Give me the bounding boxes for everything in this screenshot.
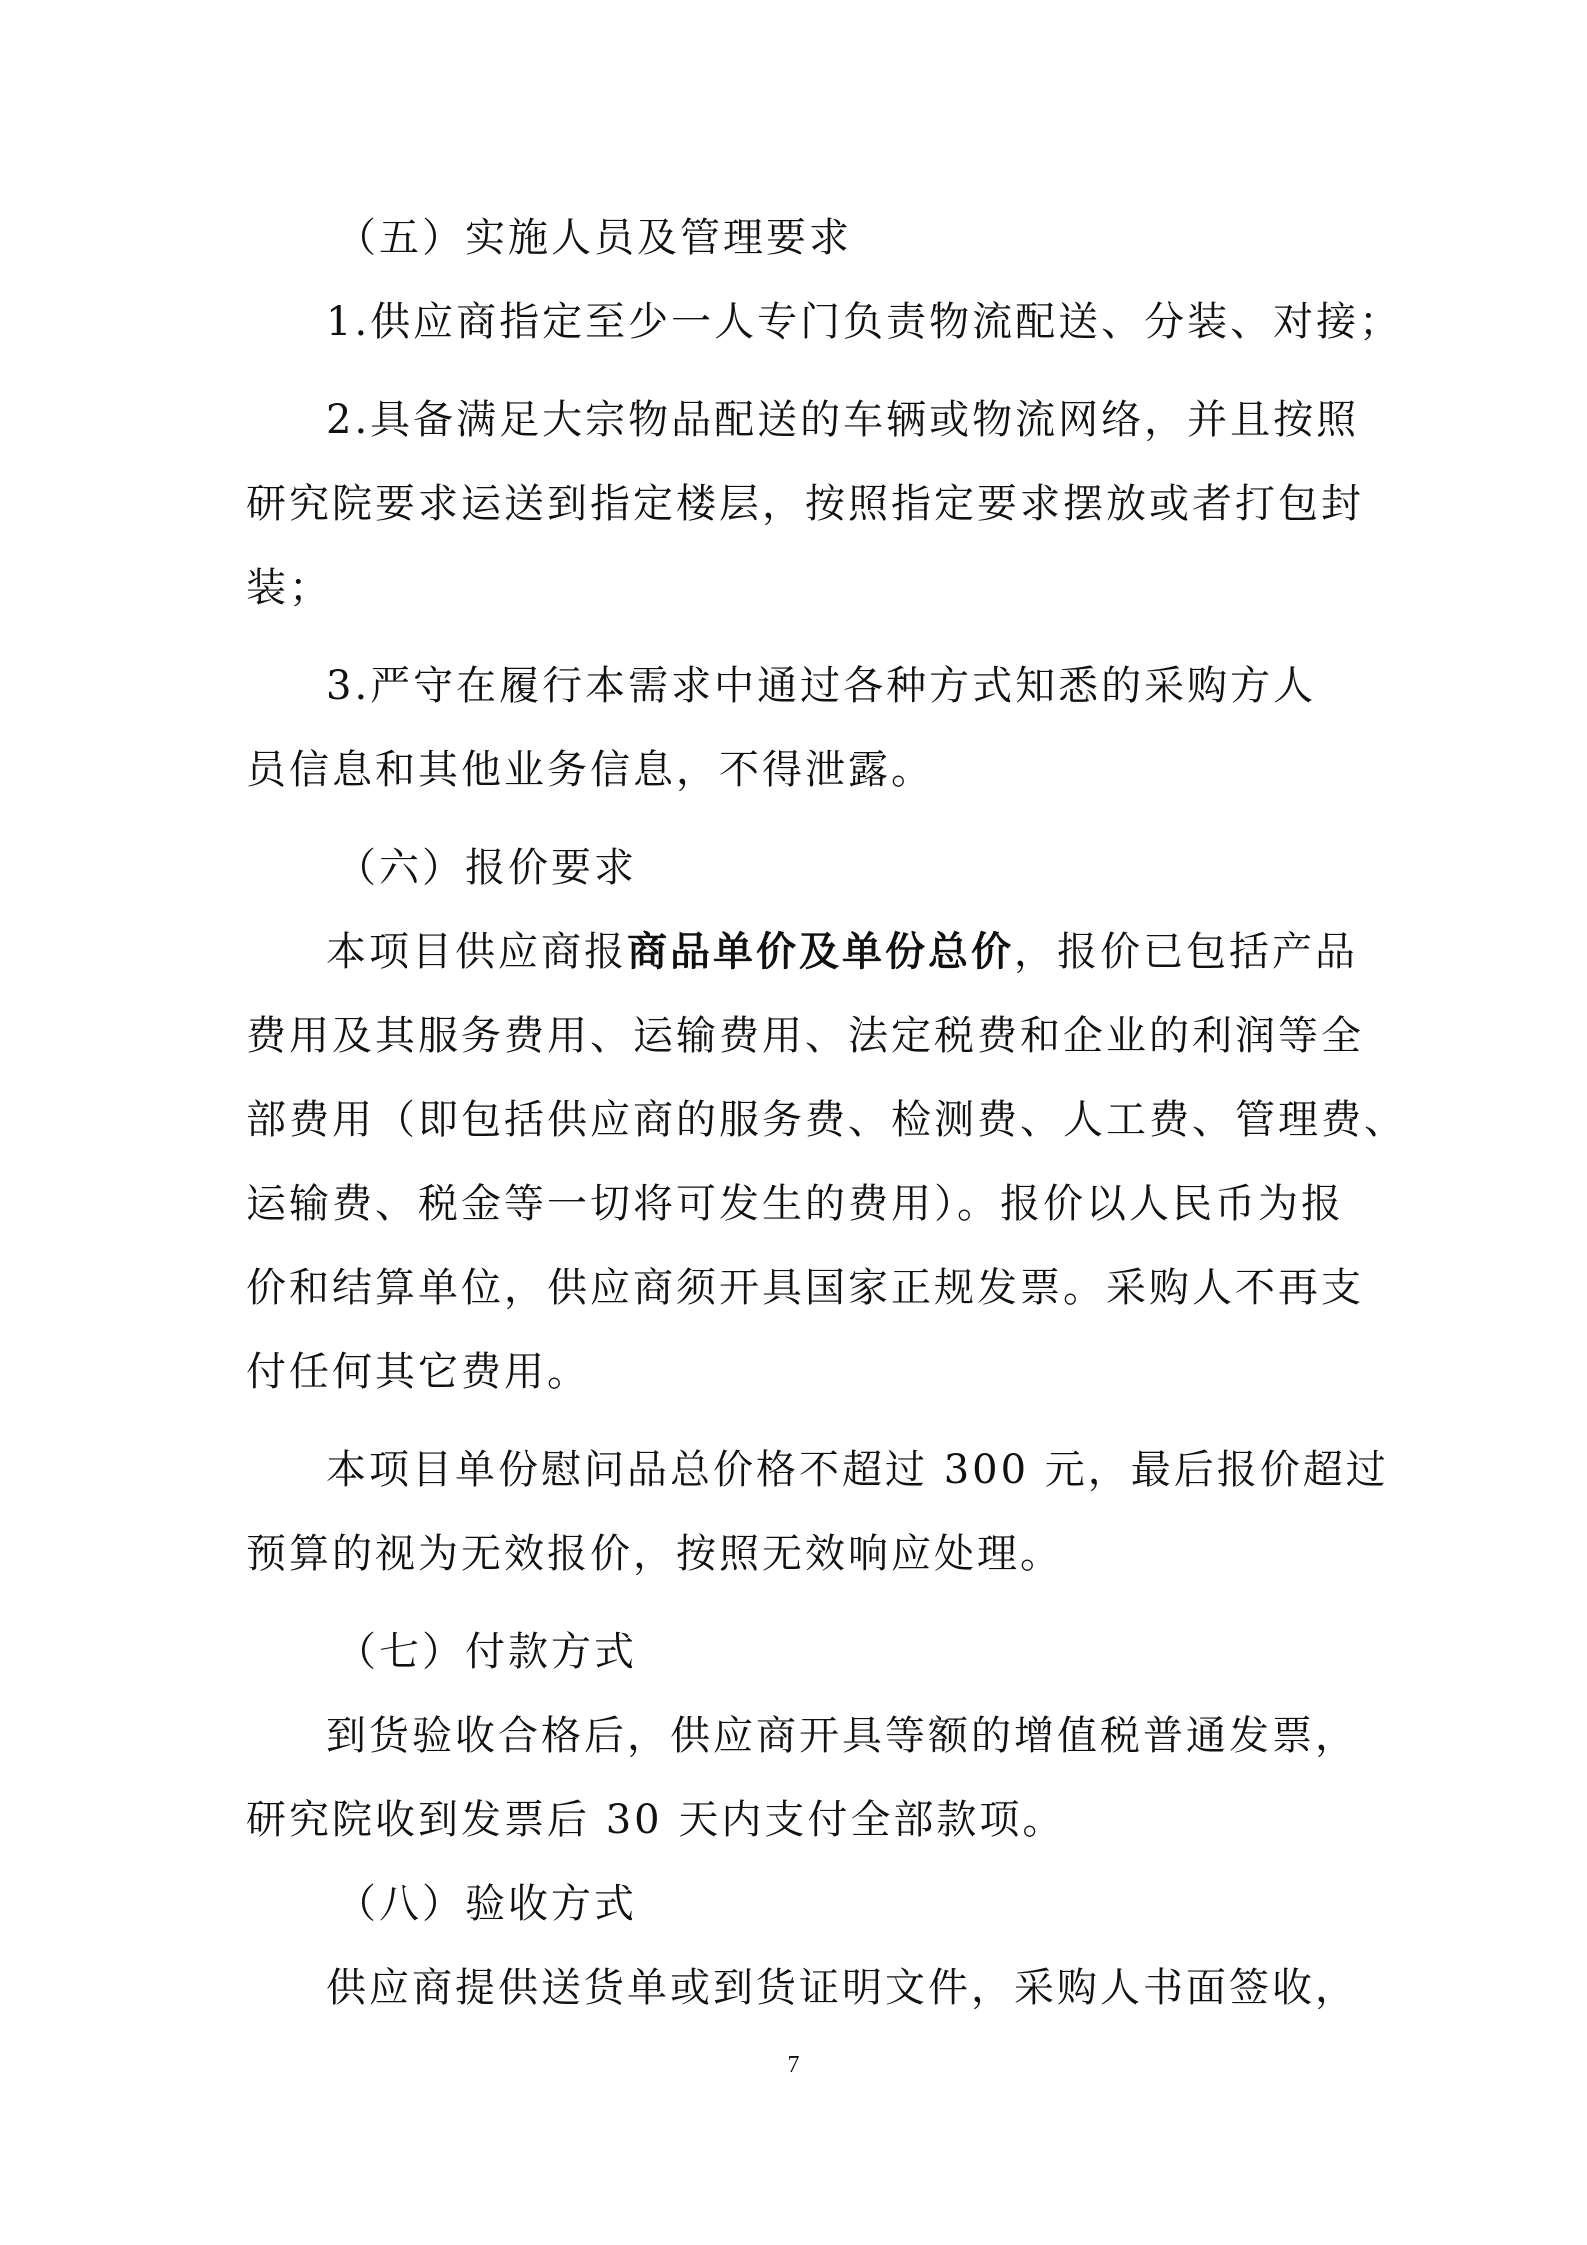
- text-run: 本项目供应商报: [326, 929, 627, 975]
- paragraph-line: 运输费、税金等一切将可发生的费用）。报价以人民币为报: [246, 1181, 1344, 1227]
- document-body: [246, 196, 1407, 2030]
- paragraph-line: 到货验收合格后，供应商开具等额的增值税普通发票，: [326, 1713, 1358, 1759]
- bold-text-run: 商品单价及单份总价: [627, 928, 1014, 975]
- section-heading-5: （五）实施人员及管理要求: [336, 215, 852, 261]
- paragraph-line: 3.严守在履行本需求中通过各种方式知悉的采购方人: [326, 663, 1317, 709]
- paragraph-line: 2.具备满足大宗物品配送的车辆或物流网络，并且按照: [326, 397, 1360, 443]
- section-heading-7: （七）付款方式: [336, 1629, 637, 1675]
- paragraph-line: 员信息和其他业务信息，不得泄露。: [246, 747, 934, 793]
- paragraph-line: 本项目单份慰问品总价格不超过 300 元，最后报价超过: [326, 1447, 1389, 1493]
- paragraph-line: 价和结算单位，供应商须开具国家正规发票。采购人不再支: [246, 1265, 1364, 1311]
- paragraph-line: 预算的视为无效报价，按照无效响应处理。: [246, 1531, 1063, 1577]
- paragraph-line: [246, 910, 1362, 994]
- section-heading-6: （六）报价要求: [336, 845, 637, 891]
- paragraph-line: 1.供应商指定至少一人专门负责物流配送、分装、对接；: [326, 299, 1403, 345]
- paragraph-line: 研究院要求运送到指定楼层，按照指定要求摆放或者打包封: [246, 481, 1364, 527]
- paragraph-line: 部费用（即包括供应商的服务费、检测费、人工费、管理费、: [246, 1097, 1407, 1143]
- paragraph-line: 供应商提供送货单或到货证明文件，采购人书面签收，: [326, 1965, 1358, 2011]
- paragraph-line: 费用及其服务费用、运输费用、法定税费和企业的利润等全: [246, 1013, 1364, 1059]
- paragraph-line: 付任何其它费用。: [246, 1349, 590, 1395]
- section-heading-8: （八）验收方式: [336, 1881, 637, 1927]
- paragraph-line: 研究院收到发票后 30 天内支付全部款项。: [246, 1797, 1066, 1843]
- text-run: ，报价已包括产品: [1014, 929, 1358, 975]
- page-number: 7: [787, 2052, 800, 2078]
- paragraph-line: 装；: [246, 565, 332, 611]
